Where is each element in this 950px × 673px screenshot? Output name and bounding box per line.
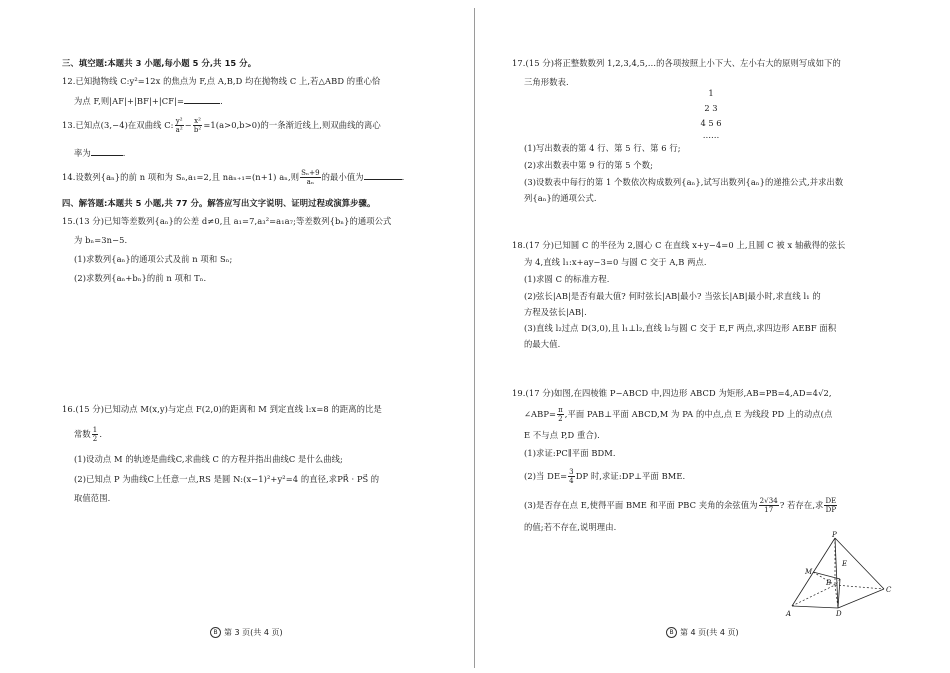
q19-line3: E 不与点 P,D 重合). — [524, 430, 600, 440]
q12-line1: 12.已知抛物线 C:y²=12x 的焦点为 F,点 A,B,D 均在抛物线 C 上,若△ABD 的重心恰 — [62, 76, 381, 86]
fraction: $\frac{2√34}{17}$ — [759, 497, 778, 514]
fraction: $\frac{DE}{DP}$ — [825, 497, 837, 514]
fraction: $\frac{\text{y²}}{\text{a²}}$ — [175, 117, 183, 134]
triangle-row-4: …… — [702, 130, 720, 140]
fraction: $\frac{3}{4}$ — [569, 468, 574, 485]
label-P: P — [832, 531, 837, 539]
q19-line2: ∠ABP= $\frac{\pi}{2}$ ,平面 PAB⊥平面 ABCD,M 为 PA 的中点,点 E 为线段 PD 上的动点(点 — [524, 406, 833, 423]
section-3-title: 三、填空题:本题共 3 小题,每小题 5 分,共 15 分。 — [62, 58, 257, 68]
fraction: $\frac{\text{x²}}{\text{b²}}$ — [193, 117, 202, 134]
q18-line1: 18.(17 分)已知圆 C 的半径为 2,圆心 C 在直线 x+y−4=0 上,且圆 C 被 x 轴截得的弦长 — [512, 240, 846, 250]
answer-blank — [364, 171, 402, 180]
answer-blank — [91, 147, 123, 156]
fraction: $\frac{\text{Sₙ+9}}{\text{aₙ}}$ — [301, 169, 320, 186]
q19-line6: (3)是否存在点 E,使得平面 BME 和平面 PBC 夹角的余弦值为 $\frac{2√34}{17}$ ? 若存在,求 $\frac{DE}{DP}$ — [524, 497, 837, 514]
edge-AD — [792, 606, 838, 608]
right-page — [476, 0, 950, 673]
page-divider — [474, 8, 475, 668]
edge-ED — [838, 579, 840, 608]
q18-line7: 的最大值. — [524, 339, 561, 349]
q17-line5: (3)设数表中每行的第 1 个数依次构成数列{aₙ},试写出数列{aₙ}的递推公式,并求出数 — [524, 177, 844, 187]
label-E: E — [842, 560, 848, 568]
label-C: C — [886, 586, 892, 594]
q15-line1: 15.(13 分)已知等差数列{aₙ}的公差 d≠0,且 a₁=7,a₃²=a₁a₇;等差数列{bₙ}的通项公式 — [62, 216, 392, 226]
q19-line5: (2)当 DE= $\frac{3}{4}$ DP 时,求证:DP⊥平面 BME. — [524, 468, 686, 485]
q17-line2: 三角形数表. — [524, 77, 569, 87]
label-M: M — [805, 568, 813, 576]
q12-line2: 为点 F,则|AF|+|BF|+|CF|= . — [74, 96, 223, 106]
q18-line5: 方程及弦长|AB|. — [524, 307, 587, 317]
triangle-row-3: 4 5 6 — [700, 118, 722, 128]
q17-line6: 列{aₙ}的通项公式. — [524, 193, 597, 203]
q18-line4: (2)弦长|AB|是否有最大值? 何时弦长|AB|最小? 当弦长|AB|最小时,求直线 l₁ 的 — [524, 291, 821, 301]
q17-line4: (2)求出数表中第 9 行的第 5 个数; — [524, 160, 654, 170]
q16-line1: 16.(15 分)已知动点 M(x,y)与定点 F(2,0)的距离和 M 到定直线 l:x=8 的距离的比是 — [62, 404, 382, 414]
label-B: B — [826, 579, 832, 587]
q15-line3: (1)求数列{aₙ}的通项公式及前 n 项和 Sₙ; — [74, 254, 233, 264]
q16-line2: 常数 $\frac{1}{2}$ . — [74, 426, 103, 443]
label-A: A — [786, 610, 792, 618]
q16-line5: 取值范围. — [74, 493, 111, 503]
paper-mark: B — [666, 627, 677, 638]
fraction: $\frac{1}{2}$ — [92, 426, 98, 443]
triangle-row-1: 1 — [708, 88, 714, 98]
q18-line6: (3)直线 l₂过点 D(3,0),且 l₁⊥l₂,直线 l₂与圆 C 交于 E,F 两点,求四边形 AEBF 面积 — [524, 323, 837, 333]
q17-line3: (1)写出数表的第 4 行、第 5 行、第 6 行; — [524, 143, 681, 153]
paper-mark: B — [210, 627, 221, 638]
q14-line: 14.设数列{aₙ}的前 n 项和为 Sₙ,a₁=2,且 naₙ₊₁=(n+1) aₙ,则 $\frac{\text{Sₙ+9}}{\text{aₙ}}$ 的最小值为 . — [62, 169, 405, 186]
q15-line2: 为 bₙ=3n−5. — [74, 235, 128, 245]
triangle-row-2: 2 3 — [704, 103, 718, 113]
q13-line2: 率为 . — [74, 148, 126, 158]
edge-ME — [813, 572, 840, 579]
q13-line1: 13.已知点(3,−4)在双曲线 C: $\frac{\text{y²}}{\text{a²}}$ − $\frac{\text{x²}}{\text{b²}}$ =1(a>0,b>0)的一条渐近线上,则双曲线的离心 — [62, 117, 381, 134]
edge-BC — [835, 585, 884, 589]
q19-line7: 的值;若不存在,说明理由. — [524, 522, 617, 532]
q16-line4: (2)已知点 P 为曲线C上任意一点,RS 是圆 N:(x−1)²+y²=4 的直径,求PR⃗ · PS⃗ 的 — [74, 474, 380, 484]
fraction: $\frac{\pi}{2}$ — [558, 406, 563, 423]
page-footer-3: B 第 3 页(共 4 页) — [210, 627, 283, 638]
q17-line1: 17.(15 分)将正整数数列 1,2,3,4,5,…的各项按照上小下大、左小右大的原则写成如下的 — [512, 58, 841, 68]
q15-line4: (2)求数列{aₙ+bₙ}的前 n 项和 Tₙ. — [74, 273, 207, 283]
q19-line1: 19.(17 分)如图,在四棱锥 P−ABCD 中,四边形 ABCD 为矩形,AB=PB=4,AD=4√2, — [512, 388, 832, 398]
edge-DC — [838, 589, 884, 608]
page-footer-4: B 第 4 页(共 4 页) — [666, 627, 739, 638]
label-D: D — [836, 610, 842, 618]
q16-line3: (1)设动点 M 的轨迹是曲线C,求曲线 C 的方程并指出曲线C 是什么曲线; — [74, 454, 343, 464]
answer-blank — [184, 95, 220, 104]
pyramid-figure — [776, 530, 896, 618]
edge-MB — [813, 572, 835, 585]
left-page — [0, 0, 474, 673]
q18-line3: (1)求圆 C 的标准方程. — [524, 274, 610, 284]
q18-line2: 为 4,直线 l₁:x+ay−3=0 与圆 C 交于 A,B 两点. — [524, 257, 707, 267]
q19-line4: (1)求证:PC∥平面 BDM. — [524, 448, 616, 458]
section-4-title: 四、解答题:本题共 5 小题,共 77 分。解答应写出文字说明、证明过程或演算步骤。 — [62, 198, 376, 208]
